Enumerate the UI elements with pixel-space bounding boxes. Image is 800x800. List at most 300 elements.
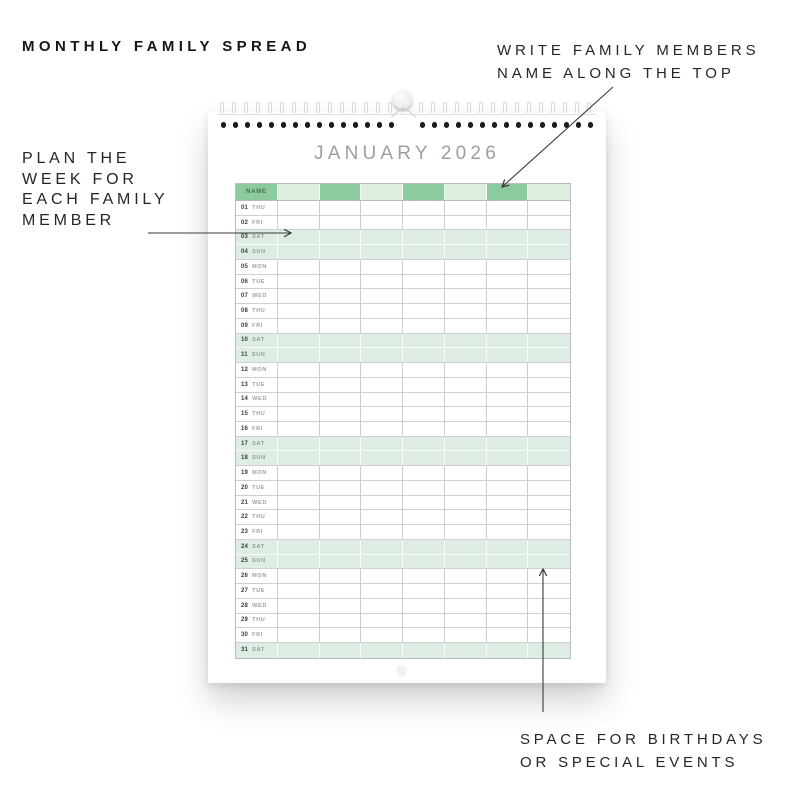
entry-cell bbox=[320, 260, 362, 274]
entry-cell bbox=[403, 216, 445, 230]
entry-cell bbox=[445, 363, 487, 377]
punch-hole-icon bbox=[341, 122, 347, 128]
entry-cell bbox=[361, 643, 403, 658]
punch-hole-icon bbox=[588, 122, 594, 128]
punch-hole-icon bbox=[468, 122, 474, 128]
date-cell bbox=[236, 525, 278, 539]
entry-cell bbox=[361, 363, 403, 377]
wire-loop-icon bbox=[503, 102, 507, 113]
entry-cell bbox=[403, 437, 445, 451]
day-abbr: THU bbox=[252, 411, 266, 418]
punch-hole-icon bbox=[540, 122, 546, 128]
calendar-row-20 bbox=[236, 481, 570, 496]
day-abbr: FRI bbox=[252, 219, 264, 226]
entry-cell bbox=[320, 555, 362, 569]
entry-cell bbox=[320, 525, 362, 539]
entry-cell bbox=[361, 466, 403, 480]
date-cell bbox=[236, 466, 278, 480]
binding-unit bbox=[467, 102, 474, 129]
punch-hole-icon bbox=[420, 122, 426, 128]
entry-cell bbox=[528, 510, 570, 524]
entry-cell bbox=[361, 201, 403, 215]
date-cell bbox=[236, 275, 278, 289]
entry-cell bbox=[487, 363, 529, 377]
punch-hole-icon bbox=[480, 122, 486, 128]
binding-unit bbox=[515, 102, 522, 129]
binding-unit bbox=[280, 102, 287, 129]
wire-loop-icon bbox=[388, 102, 392, 113]
wire-loop-icon bbox=[527, 102, 531, 113]
entry-cell bbox=[278, 584, 320, 598]
entry-cell bbox=[278, 393, 320, 407]
day-abbr: FRI bbox=[252, 529, 264, 536]
entry-cell bbox=[528, 422, 570, 436]
entry-cell bbox=[487, 628, 529, 642]
calendar-row-21 bbox=[236, 496, 570, 511]
entry-cell bbox=[403, 525, 445, 539]
entry-cell bbox=[528, 540, 570, 554]
binding-group bbox=[419, 102, 594, 129]
date-number: 05 bbox=[241, 263, 249, 270]
calendar-row-08 bbox=[236, 304, 570, 319]
entry-cell bbox=[278, 216, 320, 230]
calendar-page bbox=[208, 112, 606, 683]
entry-cell bbox=[487, 614, 529, 628]
wire-loop-icon bbox=[443, 102, 447, 113]
entry-cell bbox=[361, 289, 403, 303]
entry-cell bbox=[278, 289, 320, 303]
wire-loop-icon bbox=[316, 102, 320, 113]
entry-cell bbox=[320, 510, 362, 524]
wire-loop-icon bbox=[376, 102, 380, 113]
entry-cell bbox=[528, 643, 570, 658]
entry-cell bbox=[361, 614, 403, 628]
binding-unit bbox=[256, 102, 263, 129]
entry-cell bbox=[487, 260, 529, 274]
entry-cell bbox=[487, 643, 529, 658]
entry-cell bbox=[403, 319, 445, 333]
punch-hole-icon bbox=[564, 122, 570, 128]
entry-cell bbox=[361, 555, 403, 569]
wire-loop-icon bbox=[232, 102, 236, 113]
entry-cell bbox=[445, 628, 487, 642]
day-abbr: MON bbox=[252, 366, 268, 373]
entry-cell bbox=[278, 569, 320, 583]
calendar-row-14 bbox=[236, 393, 570, 408]
entry-cell bbox=[361, 334, 403, 348]
entry-cell bbox=[278, 407, 320, 421]
day-abbr: SUN bbox=[252, 455, 266, 462]
entry-cell bbox=[320, 363, 362, 377]
entry-cell bbox=[320, 348, 362, 362]
punch-hole-icon bbox=[456, 122, 462, 128]
entry-cell bbox=[403, 599, 445, 613]
wire-loop-icon bbox=[419, 102, 423, 113]
entry-cell bbox=[320, 437, 362, 451]
date-number: 01 bbox=[241, 204, 249, 211]
binding-unit bbox=[352, 102, 359, 129]
entry-cell bbox=[278, 334, 320, 348]
wire-loop-icon bbox=[467, 102, 471, 113]
date-number: 29 bbox=[241, 617, 249, 624]
wire-loop-icon bbox=[491, 102, 495, 113]
punch-hole-icon bbox=[281, 122, 287, 128]
annotation-line: PLAN THE bbox=[22, 150, 131, 167]
date-number: 12 bbox=[241, 366, 249, 373]
entry-cell bbox=[278, 304, 320, 318]
entry-cell bbox=[361, 393, 403, 407]
date-cell bbox=[236, 319, 278, 333]
punch-hole-icon bbox=[432, 122, 438, 128]
date-number: 02 bbox=[241, 219, 249, 226]
punch-hole-icon bbox=[377, 122, 383, 128]
entry-cell bbox=[528, 407, 570, 421]
hanger-peg bbox=[393, 90, 412, 109]
entry-cell bbox=[320, 407, 362, 421]
page-title: MONTHLY FAMILY SPREAD bbox=[22, 38, 312, 55]
calendar-row-23 bbox=[236, 525, 570, 540]
entry-cell bbox=[487, 437, 529, 451]
entry-cell bbox=[445, 643, 487, 658]
binding-unit bbox=[304, 102, 311, 129]
punch-hole-icon bbox=[293, 122, 299, 128]
wire-loop-icon bbox=[455, 102, 459, 113]
entry-cell bbox=[403, 230, 445, 244]
punch-hole-icon bbox=[389, 122, 395, 128]
date-cell bbox=[236, 230, 278, 244]
entry-cell bbox=[528, 555, 570, 569]
entry-cell bbox=[278, 628, 320, 642]
wire-loop-icon bbox=[563, 102, 567, 113]
wire-loop-icon bbox=[292, 102, 296, 113]
entry-cell bbox=[487, 555, 529, 569]
wire-loop-icon bbox=[340, 102, 344, 113]
entry-cell bbox=[320, 481, 362, 495]
entry-cell bbox=[487, 540, 529, 554]
date-number: 25 bbox=[241, 558, 249, 565]
entry-cell bbox=[403, 628, 445, 642]
binding-unit bbox=[364, 102, 371, 129]
entry-cell bbox=[487, 466, 529, 480]
calendar-row-19 bbox=[236, 466, 570, 481]
entry-cell bbox=[320, 466, 362, 480]
annotation-line: WEEK FOR bbox=[22, 170, 138, 188]
entry-cell bbox=[278, 201, 320, 215]
wire-loop-icon bbox=[328, 102, 332, 113]
date-cell bbox=[236, 437, 278, 451]
entry-cell bbox=[445, 304, 487, 318]
binding-unit bbox=[244, 102, 251, 129]
annotation-top-right bbox=[497, 39, 759, 85]
day-abbr: SAT bbox=[252, 543, 265, 550]
calendar-row-01 bbox=[236, 201, 570, 216]
entry-cell bbox=[445, 289, 487, 303]
month-title: JANUARY 2026 bbox=[314, 143, 500, 164]
entry-cell bbox=[528, 334, 570, 348]
annotation-bottom-right bbox=[520, 729, 766, 774]
day-abbr: TUE bbox=[252, 278, 266, 285]
entry-cell bbox=[278, 245, 320, 259]
date-cell bbox=[236, 540, 278, 554]
entry-cell bbox=[487, 510, 529, 524]
punch-hole-icon bbox=[365, 122, 371, 128]
entry-cell bbox=[445, 319, 487, 333]
entry-cell bbox=[445, 407, 487, 421]
entry-cell bbox=[403, 569, 445, 583]
entry-cell bbox=[528, 245, 570, 259]
calendar-row-10 bbox=[236, 334, 570, 349]
date-number: 21 bbox=[241, 499, 249, 506]
binding-unit bbox=[431, 102, 438, 129]
calendar-row-27 bbox=[236, 584, 570, 599]
entry-cell bbox=[487, 422, 529, 436]
entry-cell bbox=[320, 319, 362, 333]
punch-hole-icon bbox=[492, 122, 498, 128]
date-number: 22 bbox=[241, 514, 249, 521]
date-cell bbox=[236, 599, 278, 613]
date-number: 18 bbox=[241, 455, 249, 462]
calendar-row-04 bbox=[236, 245, 570, 260]
entry-cell bbox=[320, 393, 362, 407]
entry-cell bbox=[528, 393, 570, 407]
date-cell bbox=[236, 407, 278, 421]
calendar-row-11 bbox=[236, 348, 570, 363]
calendar-row-16 bbox=[236, 422, 570, 437]
binding-unit bbox=[376, 102, 383, 129]
entry-cell bbox=[320, 540, 362, 554]
entry-cell bbox=[445, 584, 487, 598]
entry-cell bbox=[278, 614, 320, 628]
day-abbr: WED bbox=[252, 602, 268, 609]
entry-cell bbox=[487, 525, 529, 539]
wire-loop-icon bbox=[539, 102, 543, 113]
punch-hole-icon bbox=[504, 122, 510, 128]
entry-cell bbox=[528, 481, 570, 495]
entry-cell bbox=[361, 275, 403, 289]
entry-cell bbox=[361, 230, 403, 244]
calendar-row-22 bbox=[236, 510, 570, 525]
entry-cell bbox=[278, 260, 320, 274]
entry-cell bbox=[445, 599, 487, 613]
entry-cell bbox=[487, 569, 529, 583]
wire-loop-icon bbox=[575, 102, 579, 113]
entry-cell bbox=[278, 599, 320, 613]
date-cell bbox=[236, 245, 278, 259]
binding-unit bbox=[220, 102, 227, 129]
name-header-cell: NAME bbox=[236, 184, 278, 200]
entry-cell bbox=[320, 569, 362, 583]
entry-cell bbox=[278, 525, 320, 539]
punch-hole-icon bbox=[516, 122, 522, 128]
wire-loop-icon bbox=[352, 102, 356, 113]
calendar-row-26 bbox=[236, 569, 570, 584]
entry-cell bbox=[403, 643, 445, 658]
date-number: 14 bbox=[241, 396, 249, 403]
entry-cell bbox=[278, 363, 320, 377]
entry-cell bbox=[361, 584, 403, 598]
wire-loop-icon bbox=[364, 102, 368, 113]
date-cell bbox=[236, 304, 278, 318]
entry-cell bbox=[528, 525, 570, 539]
member-name-cell bbox=[528, 184, 570, 200]
day-abbr: SUN bbox=[251, 352, 266, 359]
date-cell bbox=[236, 584, 278, 598]
entry-cell bbox=[320, 245, 362, 259]
entry-cell bbox=[487, 496, 529, 510]
entry-cell bbox=[445, 525, 487, 539]
entry-cell bbox=[403, 363, 445, 377]
binding-unit bbox=[443, 102, 450, 129]
calendar-grid bbox=[235, 183, 571, 659]
wire-loop-icon bbox=[268, 102, 272, 113]
entry-cell bbox=[528, 584, 570, 598]
date-number: 19 bbox=[241, 470, 249, 477]
calendar-row-29 bbox=[236, 614, 570, 629]
date-number: 20 bbox=[241, 484, 249, 491]
punch-hole-icon bbox=[329, 122, 335, 128]
entry-cell bbox=[320, 201, 362, 215]
day-abbr: SAT bbox=[252, 234, 265, 241]
entry-cell bbox=[278, 437, 320, 451]
entry-cell bbox=[320, 584, 362, 598]
day-abbr: SUN bbox=[252, 558, 266, 565]
calendar-row-25 bbox=[236, 555, 570, 570]
entry-cell bbox=[278, 643, 320, 658]
punch-hole-icon bbox=[257, 122, 263, 128]
date-number: 11 bbox=[241, 352, 248, 359]
punch-hole-icon bbox=[221, 122, 227, 128]
binding-unit bbox=[268, 102, 275, 129]
entry-cell bbox=[528, 628, 570, 642]
date-number: 09 bbox=[241, 322, 249, 329]
day-abbr: THU bbox=[252, 204, 266, 211]
binding-group bbox=[220, 102, 395, 129]
entry-cell bbox=[487, 481, 529, 495]
entry-cell bbox=[278, 422, 320, 436]
binding-unit bbox=[316, 102, 323, 129]
day-abbr: THU bbox=[252, 514, 266, 521]
day-abbr: FRI bbox=[252, 632, 264, 639]
calendar-row-15 bbox=[236, 407, 570, 422]
entry-cell bbox=[361, 319, 403, 333]
entry-cell bbox=[528, 569, 570, 583]
entry-cell bbox=[528, 614, 570, 628]
entry-cell bbox=[403, 407, 445, 421]
punch-hole-icon bbox=[305, 122, 311, 128]
entry-cell bbox=[361, 407, 403, 421]
day-abbr: SAT bbox=[252, 440, 265, 447]
entry-cell bbox=[278, 348, 320, 362]
entry-cell bbox=[487, 201, 529, 215]
entry-cell bbox=[445, 334, 487, 348]
calendar-row-03 bbox=[236, 230, 570, 245]
binding-unit bbox=[527, 102, 534, 129]
entry-cell bbox=[361, 260, 403, 274]
entry-cell bbox=[487, 393, 529, 407]
entry-cell bbox=[278, 510, 320, 524]
date-cell bbox=[236, 643, 278, 658]
entry-cell bbox=[487, 319, 529, 333]
entry-cell bbox=[528, 437, 570, 451]
day-abbr: THU bbox=[252, 308, 266, 314]
entry-cell bbox=[403, 510, 445, 524]
date-cell bbox=[236, 334, 278, 348]
header-row bbox=[236, 184, 570, 201]
entry-cell bbox=[487, 216, 529, 230]
entry-cell bbox=[361, 540, 403, 554]
entry-cell bbox=[445, 393, 487, 407]
date-number: 07 bbox=[241, 293, 249, 300]
day-abbr: WED bbox=[252, 499, 268, 506]
binding-unit bbox=[587, 102, 594, 129]
entry-cell bbox=[403, 540, 445, 554]
entry-cell bbox=[487, 334, 529, 348]
entry-cell bbox=[445, 614, 487, 628]
entry-cell bbox=[320, 378, 362, 392]
entry-cell bbox=[403, 348, 445, 362]
day-abbr: TUE bbox=[252, 381, 266, 388]
entry-cell bbox=[320, 230, 362, 244]
date-cell bbox=[236, 555, 278, 569]
entry-cell bbox=[487, 245, 529, 259]
binding-unit bbox=[491, 102, 498, 129]
entry-cell bbox=[528, 216, 570, 230]
calendar-row-07 bbox=[236, 289, 570, 304]
calendar-row-06 bbox=[236, 275, 570, 290]
entry-cell bbox=[278, 451, 320, 465]
entry-cell bbox=[320, 628, 362, 642]
day-abbr: MON bbox=[252, 263, 268, 270]
entry-cell bbox=[403, 304, 445, 318]
entry-cell bbox=[528, 319, 570, 333]
calendar-row-28 bbox=[236, 599, 570, 614]
entry-cell bbox=[528, 451, 570, 465]
day-abbr: FRI bbox=[252, 322, 264, 329]
entry-cell bbox=[403, 275, 445, 289]
entry-cell bbox=[528, 378, 570, 392]
entry-cell bbox=[487, 451, 529, 465]
binding-unit bbox=[575, 102, 582, 129]
date-number: 27 bbox=[241, 587, 249, 594]
date-number: 24 bbox=[241, 543, 249, 550]
entry-cell bbox=[320, 334, 362, 348]
date-number: 10 bbox=[241, 337, 249, 344]
entry-cell bbox=[320, 496, 362, 510]
date-number: 26 bbox=[241, 573, 249, 580]
date-cell bbox=[236, 289, 278, 303]
entry-cell bbox=[361, 216, 403, 230]
entry-cell bbox=[528, 304, 570, 318]
wire-loop-icon bbox=[479, 102, 483, 113]
entry-cell bbox=[361, 569, 403, 583]
entry-cell bbox=[445, 378, 487, 392]
entry-cell bbox=[445, 348, 487, 362]
binding-unit bbox=[539, 102, 546, 129]
entry-cell bbox=[445, 230, 487, 244]
entry-cell bbox=[528, 496, 570, 510]
entry-cell bbox=[320, 599, 362, 613]
member-name-cell bbox=[320, 184, 362, 200]
date-cell bbox=[236, 393, 278, 407]
entry-cell bbox=[487, 230, 529, 244]
member-name-cell bbox=[403, 184, 445, 200]
entry-cell bbox=[403, 334, 445, 348]
entry-cell bbox=[487, 348, 529, 362]
punch-hole-icon bbox=[353, 122, 359, 128]
annotation-line: WRITE FAMILY MEMBERS bbox=[497, 42, 760, 59]
entry-cell bbox=[528, 466, 570, 480]
date-number: 13 bbox=[241, 381, 249, 388]
